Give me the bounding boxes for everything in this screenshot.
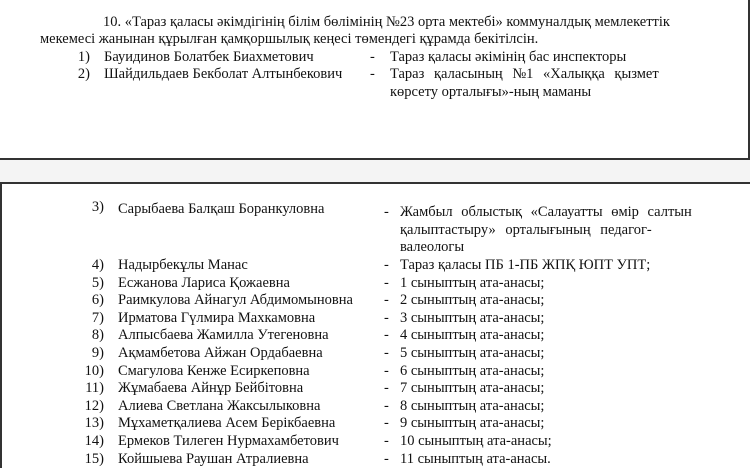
member-dash: - bbox=[384, 292, 389, 309]
member-dash: - bbox=[370, 49, 375, 65]
member-number: 5) bbox=[91, 274, 104, 291]
member-name: Жұмабаева Айнұр Бейбітовна bbox=[118, 380, 304, 397]
member-number: 6) bbox=[91, 292, 104, 309]
member-name: Шайдильдаев Бекболат Алтынбекович bbox=[104, 66, 343, 82]
member-role: 10 сыныптың ата-анасы; bbox=[400, 433, 552, 449]
member-number: 8) bbox=[91, 327, 104, 344]
member-role: Жамбыл облыстық «Салауатты өмір салтын bbox=[400, 204, 692, 220]
member-dash: - bbox=[384, 433, 389, 449]
member-dash: - bbox=[384, 450, 389, 467]
member-number: 9) bbox=[91, 345, 104, 361]
member-dash: - bbox=[384, 345, 389, 361]
member-number: 3) bbox=[91, 199, 104, 215]
member-role-continued: көрсету орталығы»-ның маманы bbox=[390, 84, 592, 100]
member-role: Тараз қаласының №1 «Халыққа қызмет bbox=[390, 66, 659, 82]
member-number: 14) bbox=[84, 433, 104, 449]
member-number: 1) bbox=[77, 49, 90, 65]
member-role: 11 сыныптың ата-анасы. bbox=[400, 450, 551, 467]
member-dash: - bbox=[384, 327, 389, 344]
member-name: Сарыбаева Балқаш Боранкуловна bbox=[118, 201, 325, 217]
member-role: 6 сыныптың ата-анасы; bbox=[400, 362, 545, 379]
member-role: Тараз қаласы әкімінің бас инспекторы bbox=[390, 49, 627, 65]
member-name: Алиева Светлана Жаксылыковна bbox=[118, 397, 321, 414]
page-gap bbox=[0, 160, 750, 182]
order-paragraph-line-2: мекемесі жанынан құрылған қамқоршылық кеңесі төмендегі құрамда бекітілсін. bbox=[40, 31, 539, 47]
member-role: Тараз қаласы ПБ 1-ПБ ЖПҚ ЮПТ УПТ; bbox=[400, 257, 651, 273]
member-number: 11) bbox=[85, 380, 104, 397]
member-name: Раимкулова Айнагул Абдимомыновна bbox=[118, 292, 353, 309]
member-number: 4) bbox=[91, 257, 104, 273]
order-paragraph-line-1: 10. «Тараз қаласы әкімдігінің білім бөлімінің №23 орта мектебі» коммуналдық мемлекеттік bbox=[103, 14, 670, 30]
member-number: 15) bbox=[84, 450, 104, 467]
member-number: 7) bbox=[91, 309, 104, 326]
member-dash: - bbox=[384, 380, 389, 397]
member-number: 2) bbox=[77, 66, 90, 82]
member-dash: - bbox=[384, 309, 389, 326]
member-role: 9 сыныптың ата-анасы; bbox=[400, 415, 545, 432]
member-name: Койшыева Раушан Атралиевна bbox=[118, 450, 309, 467]
member-name: Ермеков Тилеген Нурмахамбетович bbox=[118, 433, 339, 449]
member-name: Смагулова Кенже Есиркеповна bbox=[118, 362, 310, 379]
member-dash: - bbox=[370, 66, 375, 82]
member-dash: - bbox=[384, 274, 389, 291]
member-dash: - bbox=[384, 257, 389, 273]
member-dash: - bbox=[384, 204, 389, 220]
member-name: Алпысбаева Жамилла Утегеновна bbox=[118, 327, 329, 344]
member-role-continued: қалыптастыру» орталығының педагог- bbox=[400, 222, 652, 238]
member-role: 4 сыныптың ата-анасы; bbox=[400, 327, 545, 344]
member-role-continued: валеологы bbox=[400, 239, 465, 255]
member-number: 12) bbox=[84, 397, 104, 414]
member-dash: - bbox=[384, 362, 389, 379]
member-role: 5 сыныптың ата-анасы; bbox=[400, 345, 545, 361]
member-number: 13) bbox=[84, 415, 104, 432]
document-page-1 bbox=[0, 0, 750, 160]
member-name: Есжанова Лариса Қожаевна bbox=[118, 274, 290, 291]
member-name: Мұхаметқалиева Асем Берікбаевна bbox=[118, 415, 336, 432]
member-role: 8 сыныптың ата-анасы; bbox=[400, 397, 545, 414]
member-name: Надырбекұлы Манас bbox=[118, 257, 248, 273]
member-dash: - bbox=[384, 397, 389, 414]
member-name: Ирматова Гүлмира Махкамовна bbox=[118, 309, 316, 326]
member-number: 10) bbox=[84, 362, 104, 379]
member-role: 3 сыныптың ата-анасы; bbox=[400, 309, 545, 326]
member-dash: - bbox=[384, 415, 389, 432]
member-name: Бауидинов Болатбек Биахметович bbox=[104, 49, 314, 65]
member-role: 1 сыныптың ата-анасы; bbox=[400, 274, 545, 291]
document-page-2 bbox=[0, 182, 750, 468]
member-role: 7 сыныптың ата-анасы; bbox=[400, 380, 545, 397]
member-role: 2 сыныптың ата-анасы; bbox=[400, 292, 545, 309]
member-name: Ақмамбетова Айжан Ордабаевна bbox=[118, 345, 323, 361]
